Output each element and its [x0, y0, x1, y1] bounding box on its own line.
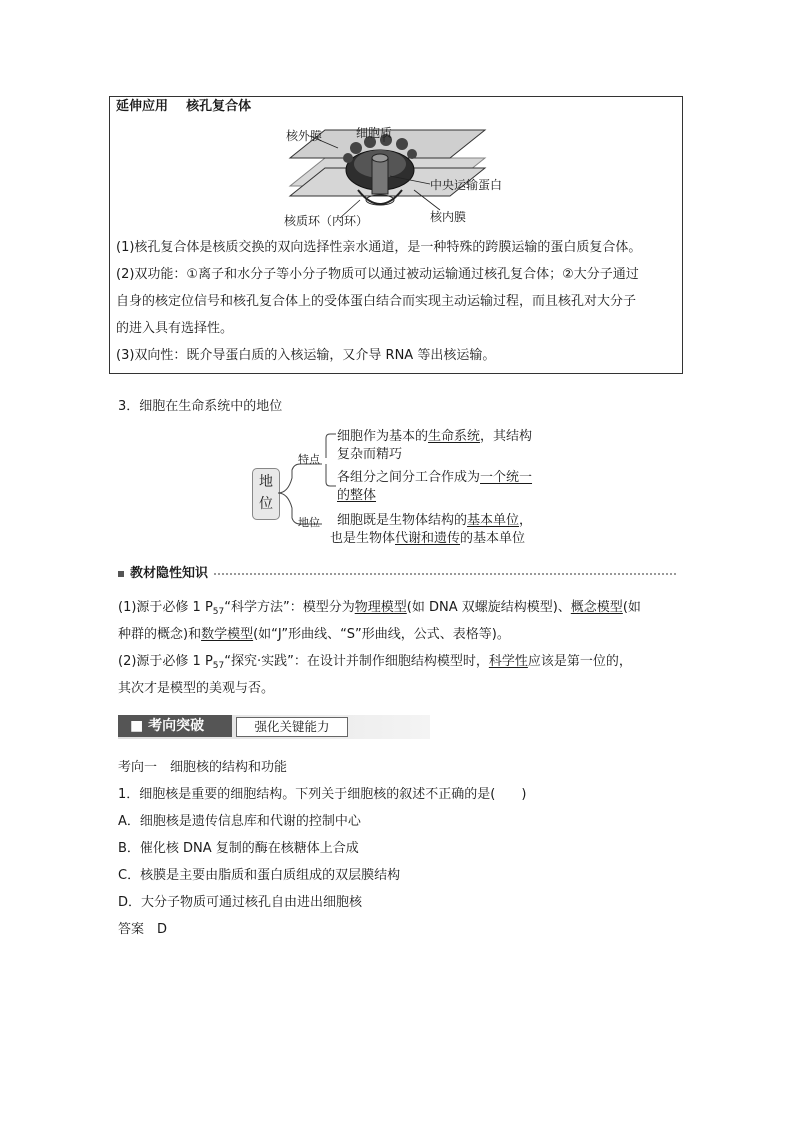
feature-1-key: 生命系统: [428, 429, 481, 444]
box-heading-label: 延伸应用: [116, 99, 169, 114]
section-banner-sub: 强化关键能力: [236, 717, 348, 737]
section-3-title: 3．细胞在生命系统中的地位: [118, 399, 283, 414]
hidden-item-1-a: “科学方法”：模型分为: [224, 600, 355, 615]
section-banner: [118, 715, 430, 739]
question-stem: 1．细胞核是重要的细胞结构。下列关于细胞核的叙述不正确的是( ): [118, 787, 527, 802]
hidden-knowledge-title: 教材隐性知识: [130, 566, 209, 581]
option-b: B．催化核 DNA 复制的酶在核糖体上合成: [118, 841, 359, 856]
position-1-key: 基本单位: [467, 513, 520, 528]
hidden-item-2-line-2: 其次才是模型的美观与否。: [118, 681, 275, 696]
position-1-post: ，: [519, 513, 533, 528]
hidden-item-1-l2-a: 种群的概念)和: [118, 627, 202, 642]
hidden-item-2-b: 应该是第一位的，: [527, 654, 632, 669]
position-1: [337, 512, 532, 530]
label-inner-membrane: 核内膜: [430, 210, 467, 224]
concept-features-label: 特点: [298, 453, 320, 466]
feature-1-pre: 细胞作为基本的: [337, 429, 429, 444]
option-c: C．核膜是主要由脂质和蛋白质组成的双层膜结构: [118, 868, 401, 883]
position-2-post: 的基本单位: [460, 531, 526, 546]
concept-position-label: 地位: [298, 516, 320, 529]
box-point-1: (1)核孔复合体是核质交换的双向选择性亲水通道，是一种特殊的跨膜运输的蛋白质复合体。: [116, 240, 642, 255]
section-banner-main: [118, 715, 232, 737]
hidden-item-1-physical: 物理模型: [354, 600, 407, 615]
title-rule: [214, 573, 676, 575]
hidden-item-1-pre: (1)源于必修 1 P: [118, 600, 213, 615]
hidden-item-2-page: 57: [212, 661, 225, 671]
hidden-item-1-math: 数学模型: [201, 627, 254, 642]
square-bullet-icon: [118, 571, 124, 577]
position-2-pre: 也是生物体: [330, 531, 396, 546]
feature-2: [337, 469, 532, 487]
box-point-2-line-3: 的进入具有选择性。: [116, 321, 234, 336]
question-direction: 考向一 细胞核的结构和功能: [118, 760, 288, 775]
hidden-item-1-c: (如: [622, 600, 641, 615]
answer: 答案 D: [118, 922, 168, 937]
box-heading-topic: 核孔复合体: [186, 99, 252, 114]
feature-2-pre: 各组分之间分工合作成为: [337, 470, 481, 485]
feature-1-post: ，其结构: [480, 429, 533, 444]
feature-1: [337, 428, 532, 446]
hidden-item-1-page: 57: [212, 607, 225, 617]
box-point-2-line-2: 自身的核定位信号和核孔复合体上的受体蛋白结合而实现主动运输过程，而且核孔对大分子: [116, 294, 637, 309]
position-1-pre: 细胞既是生物体结构的: [337, 513, 468, 528]
feature-2-key: 一个统一: [480, 470, 533, 485]
box-heading: [116, 98, 251, 116]
hidden-item-2-a: “探究·实践”：在设计并制作细胞结构模型时，: [224, 654, 489, 669]
feature-1-line-2: 复杂而精巧: [337, 447, 403, 462]
option-d: D．大分子物质可通过核孔自由进出细胞核: [118, 895, 363, 910]
label-central-protein: 中央运输蛋白: [430, 178, 503, 192]
hidden-item-2-key: 科学性: [488, 654, 528, 669]
label-cytoplasm: 细胞质: [356, 126, 393, 140]
hidden-item-1-b: (如 DNA 双螺旋结构模型)、: [406, 600, 571, 615]
hidden-item-1: [118, 599, 641, 621]
section-banner-main-label: ■ 考向突破: [130, 718, 205, 734]
position-2: [330, 530, 525, 548]
hidden-item-2: [118, 653, 632, 675]
label-outer-membrane: 核外膜: [286, 129, 323, 143]
box-point-3: (3)双向性：既介导蛋白质的入核运输，又介导 RNA 等出核运输。: [116, 348, 496, 363]
position-2-key: 代谢和遗传: [395, 531, 461, 546]
label-inner-ring: 核质环（内环）: [284, 214, 369, 228]
option-a: A．细胞核是遗传信息库和代谢的控制中心: [118, 814, 361, 829]
hidden-item-1-line-2: [118, 626, 510, 644]
box-point-2-line-1: (2)双功能：①离子和水分子等小分子物质可以通过被动运输通过核孔复合体；②大分子通过: [116, 267, 639, 282]
concept-root-label: 地位: [259, 474, 273, 512]
hidden-item-2-pre: (2)源于必修 1 P: [118, 654, 213, 669]
feature-2-line-2: 的整体: [337, 488, 377, 503]
hidden-item-1-l2-b: (如“J”形曲线、“S”形曲线，公式、表格等)。: [253, 627, 510, 642]
hidden-item-1-concept: 概念模型: [570, 600, 623, 615]
